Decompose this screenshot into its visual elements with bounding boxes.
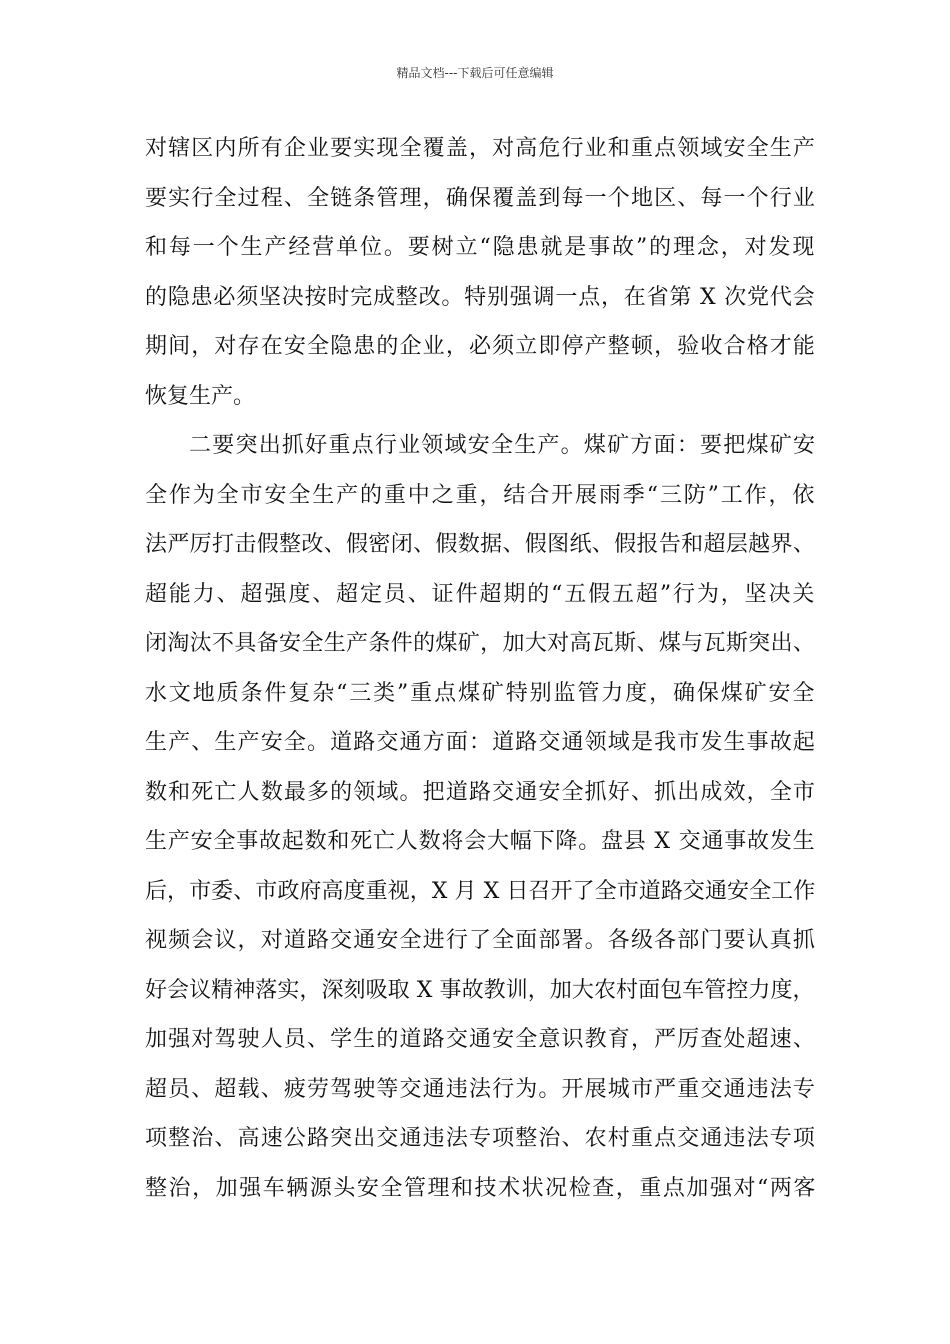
text-line: 要实行全过程、全链条管理，确保覆盖到每一个地区、每一个行业 (145, 185, 817, 211)
text-line: 闭淘汰不具备安全生产条件的煤矿，加大对高瓦斯、煤与瓦斯突出、 (145, 631, 816, 656)
text-line: 整治，加强车辆源头安全管理和技术状况检查，重点加强对“两客 (145, 1175, 817, 1201)
paragraph-start-line: 二要突出抓好重点行业领域安全生产。煤矿方面：要把煤矿安 (189, 433, 817, 458)
text-line: 恢复生产。 (145, 383, 256, 409)
text-line: 超能力、超强度、超定员、证件超期的“五假五超”行为，坚决关 (145, 581, 817, 607)
text-line: 数和死亡人数最多的领域。把道路交通安全抓好、抓出成效，全市 (145, 779, 817, 805)
text-line: 期间，对存在安全隐患的企业，必须立即停产整顿，验收合格才能 (145, 334, 817, 359)
text-line: 视频会议，对道路交通安全进行了全面部署。各级各部门要认真抓 (145, 928, 817, 953)
document-body (145, 128, 815, 1217)
text-line: 全作为全市安全生产的重中之重，结合开展雨季“三防”工作，依 (145, 482, 817, 508)
text-line: 对辖区内所有企业要实现全覆盖，对高危行业和重点领域安全生产 (145, 136, 817, 161)
text-line: 项整治、高速公路突出交通违法专项整治、农村重点交通违法专项 (145, 1126, 817, 1151)
text-line: 后，市委、市政府高度重视，X 月 X 日召开了全市道路交通安全工作 (145, 878, 816, 904)
text-line: 生产安全事故起数和死亡人数将会大幅下降。盘县 X 交通事故发生 (145, 829, 816, 854)
text-line: 水文地质条件复杂“三类”重点煤矿特别监管力度，确保煤矿安全 (145, 680, 817, 706)
text-line: 好会议精神落实，深刻吸取 X 事故教训，加大农村面包车管控力度， (145, 977, 815, 1003)
text-line: 超员、超载、疲劳驾驶等交通违法行为。开展城市严重交通违法专 (145, 1076, 817, 1102)
text-line: 的隐患必须坚决按时完成整改。特别强调一点，在省第 X 次党代会 (145, 284, 816, 310)
text-line: 和每一个生产经营单位。要树立“隐患就是事故”的理念，对发现 (145, 235, 817, 260)
text-line: 法严厉打击假整改、假密闭、假数据、假图纸、假报告和超层越界、 (145, 532, 816, 557)
text-line: 生产、生产安全。道路交通方面：道路交通领域是我市发生事故起 (145, 730, 817, 755)
text-line: 加强对驾驶人员、学生的道路交通安全意识教育，严厉查处超速、 (145, 1027, 817, 1052)
page-header: 精品文档---下载后可任意编辑 (396, 66, 554, 80)
